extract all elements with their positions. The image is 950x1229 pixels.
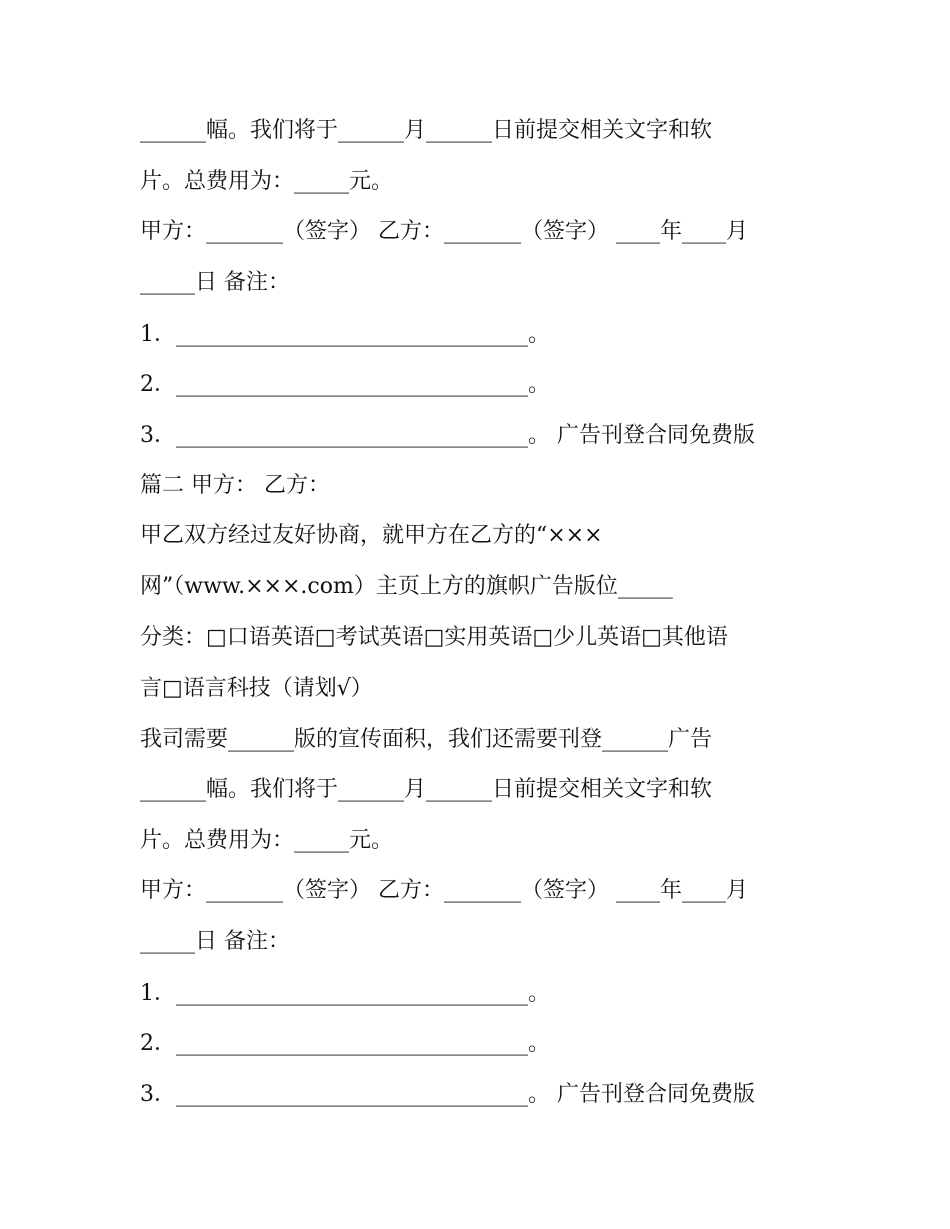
category-options-line: 言□语言科技（请划√）: [140, 676, 373, 701]
text-line: ______幅。我们将于______月______日前提交相关文字和软: [140, 777, 713, 802]
section-heading: 篇二 甲方： 乙方：: [140, 473, 330, 498]
text-line: 网”（www.×××.com）主页上方的旗帜广告版位_____: [140, 574, 673, 599]
numbered-note-1: 1．________________________________。: [140, 322, 550, 347]
text-line: _____日 备注：: [140, 929, 290, 954]
numbered-note-3: 3．________________________________。 广告刊登合同免费版: [140, 423, 755, 448]
text-line: 甲方：_______（签字） 乙方：_______（签字） ____年____月: [140, 219, 748, 244]
text-line: 甲乙双方经过友好协商，就甲方在乙方的“×××: [140, 523, 603, 548]
text-line: 片。总费用为：_____元。: [140, 169, 394, 194]
category-options-line: 分类：□口语英语□考试英语□实用英语□少儿英语□其他语: [140, 625, 728, 650]
text-line: 甲方：_______（签字） 乙方：_______（签字） ____年____月: [140, 878, 748, 903]
numbered-note-2: 2．________________________________。: [140, 1031, 550, 1056]
text-line: ______幅。我们将于______月______日前提交相关文字和软: [140, 118, 713, 143]
text-line: 我司需要______版的宣传面积，我们还需要刊登______广告: [140, 727, 713, 752]
numbered-note-2: 2．________________________________。: [140, 372, 550, 397]
numbered-note-3: 3．________________________________。 广告刊登合同免费版: [140, 1082, 755, 1107]
numbered-note-1: 1．________________________________。: [140, 981, 550, 1006]
text-line: 片。总费用为：_____元。: [140, 828, 394, 853]
text-line: _____日 备注：: [140, 270, 290, 295]
